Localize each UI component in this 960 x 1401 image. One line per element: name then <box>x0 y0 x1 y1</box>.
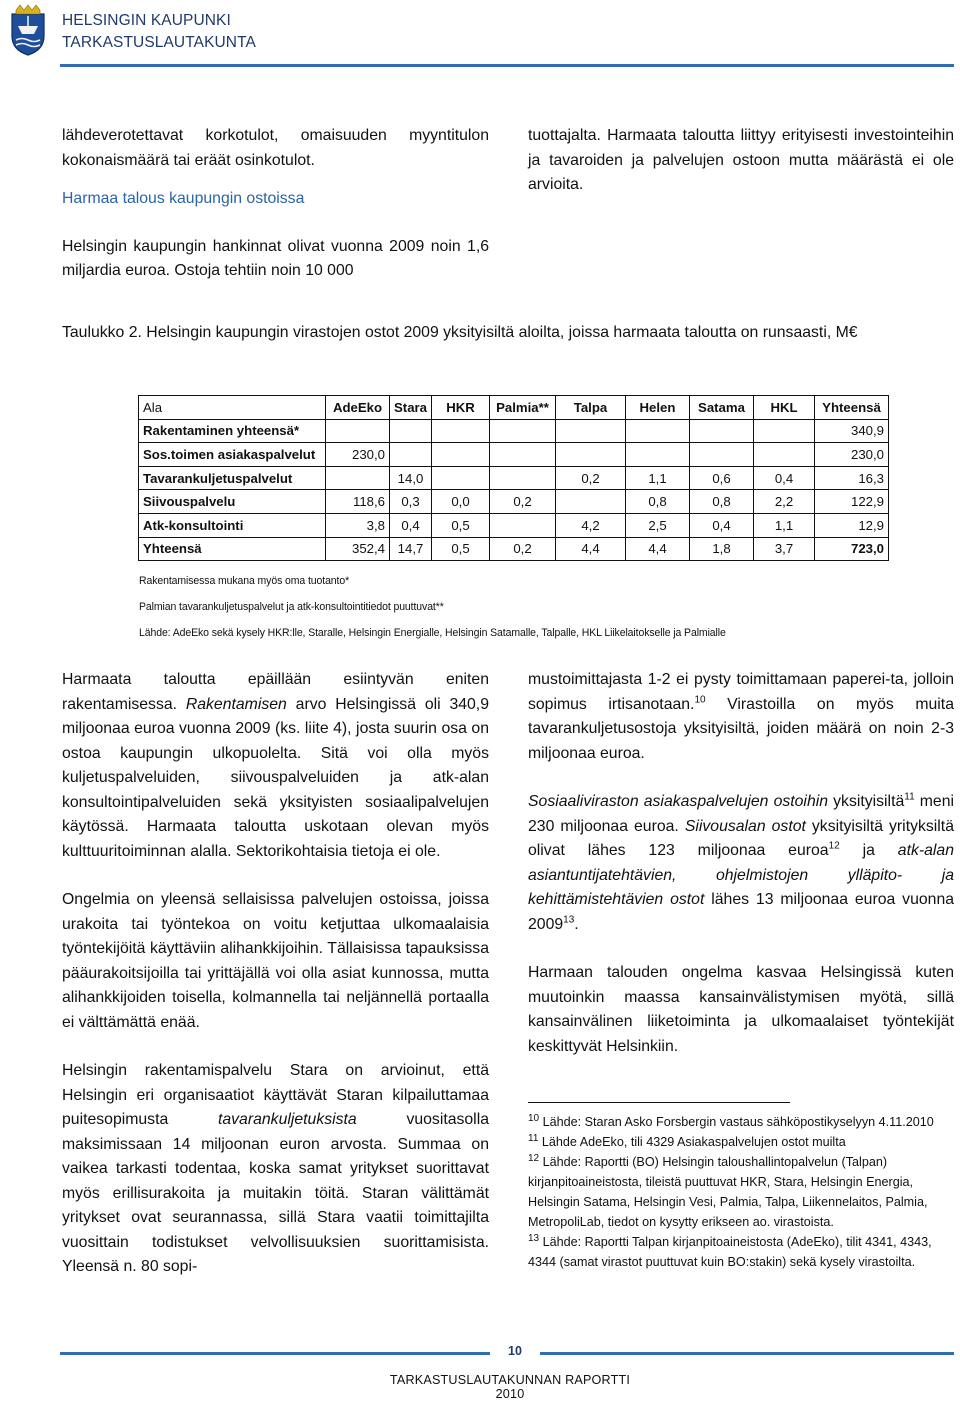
table-cell <box>690 443 754 467</box>
table-cell <box>432 419 490 443</box>
table-cell: 0,8 <box>690 490 754 514</box>
footer-rule-left <box>60 1352 490 1355</box>
footer-rule-right <box>540 1352 954 1355</box>
table-cell <box>556 419 626 443</box>
header-cell: Satama <box>690 396 754 420</box>
footnote <box>528 1152 954 1232</box>
table-cell <box>326 419 390 443</box>
table-row <box>139 537 889 561</box>
table-cell <box>432 466 490 490</box>
table-cell: 0,0 <box>432 490 490 514</box>
table-cell: 0,2 <box>490 490 556 514</box>
table-row <box>139 443 889 467</box>
table-cell: 122,9 <box>815 490 889 514</box>
table-cell: 4,4 <box>556 537 626 561</box>
page-number: 10 <box>508 1344 522 1358</box>
report-title: TARKASTUSLAUTAKUNNAN RAPORTTI 2010 <box>389 1373 631 1401</box>
table-cell: 0,6 <box>690 466 754 490</box>
table-cell <box>556 490 626 514</box>
org-line-1: HELSINGIN KAUPUNKI <box>62 12 231 29</box>
footnote-number: 12 <box>528 1152 540 1164</box>
table-cell: 2,2 <box>754 490 815 514</box>
organization-name <box>62 10 256 54</box>
table-cell: 12,9 <box>815 513 889 537</box>
paragraph: Helsingin kaupungin hankinnat olivat vuonna 2009 noin 1,6 miljardia euroa. Ostoja tehtiin noin 10 000 <box>62 237 489 279</box>
table-cell: 352,4 <box>326 537 390 561</box>
table-row <box>139 466 889 490</box>
table-cell: 3,7 <box>754 537 815 561</box>
footnotes <box>528 1112 954 1272</box>
table-cell: 230,0 <box>815 443 889 467</box>
header-cell: Helen <box>626 396 690 420</box>
table-cell: 0,8 <box>626 490 690 514</box>
purchases-table <box>138 395 889 561</box>
row-label: Tavarankuljetuspalvelut <box>139 466 326 490</box>
table-cell: 4,4 <box>626 537 690 561</box>
paragraph: Harmaata taloutta epäillään esiintyvän eniten rakentamisessa. Rakentamisen arvo Helsingissä oli 340,9 miljoonaa euroa vuonna 2009 (ks. liite 4), josta suurin osa on ostoa kaupungin ulkopuolelta. Sitä voi olla myös kuljetuspalveluiden, siivouspalveluiden ja atk-alan konsultointipalveluiden sekä yksityisten sosiaalipalvelujen käytössä. Harmaata taloutta uskotaan olevan myös kulttuuritoiminnan alalla. Sektorikohtaisia tietoja ei ole. <box>62 671 489 860</box>
table-cell: 0,4 <box>390 513 432 537</box>
footnote-number: 10 <box>528 1112 540 1124</box>
footnote <box>528 1232 954 1272</box>
row-label: Rakentaminen yhteensä* <box>139 419 326 443</box>
header-cell: Yhteensä <box>815 396 889 420</box>
table-cell: 0,5 <box>432 513 490 537</box>
footnote-text: Lähde: Staran Asko Forsbergin vastaus sähköpostikyselyyn 4.11.2010 <box>539 1115 934 1129</box>
table-cell: 118,6 <box>326 490 390 514</box>
table-cell: 0,2 <box>556 466 626 490</box>
table-cell <box>754 419 815 443</box>
table-source: Lähde: AdeEko sekä kysely HKR:lle, Staralle, Helsingin Energialle, Helsingin Satamalle, Talpalle, HKL Liikelaitokselle ja Palmialle <box>139 627 726 639</box>
table-cell <box>490 419 556 443</box>
header-cell: HKL <box>754 396 815 420</box>
table-row <box>139 490 889 514</box>
footnote-text: Lähde: Raportti Talpan kirjanpitoaineistosta (AdeEko), tilit 4341, 4343, 4344 (samat virastot puuttuvat kuin BO:stakin) sekä kysely virastoilta. <box>528 1235 932 1269</box>
paragraph: lähdeverotettavat korkotulot, omaisuuden myyntitulon kokonaismäärä tai eräät osinkotulot. <box>62 127 489 169</box>
table-row <box>139 513 889 537</box>
table-row <box>139 419 889 443</box>
table-cell <box>390 443 432 467</box>
header-cell: AdeEko <box>326 396 390 420</box>
paragraph: Ongelmia on yleensä sellaisissa palvelujen ostoissa, joissa urakoita tai työntekoa on voitu ketjuttaa ulkomaalaisia työntekijöitä käyttäviin alihankkijoihin. Tällaisissa tapauksissa pääurakoitsijoilla tai yrittäjällä voi olla asiat kunnossa, mutta alihankkijoiden toisella, kolmannella tai neljännellä portaalla ei välttämättä enää. <box>62 891 489 1031</box>
table-header-row <box>139 396 889 420</box>
table-cell: 340,9 <box>815 419 889 443</box>
table-cell <box>490 513 556 537</box>
table-cell <box>490 443 556 467</box>
table-cell: 3,8 <box>326 513 390 537</box>
table-cell: 1,1 <box>754 513 815 537</box>
table-cell <box>626 443 690 467</box>
table-cell <box>556 443 626 467</box>
table-cell: 1,1 <box>626 466 690 490</box>
table-cell <box>754 443 815 467</box>
table-cell: 723,0 <box>815 537 889 561</box>
footnote-rule <box>528 1102 790 1103</box>
table-cell <box>626 419 690 443</box>
footnote-text: Lähde AdeEko, tili 4329 Asiakaspalvelujen ostot muilta <box>538 1135 846 1149</box>
row-label: Sos.toimen asiakaspalvelut <box>139 443 326 467</box>
row-label: Siivouspalvelu <box>139 490 326 514</box>
paragraph: Sosiaaliviraston asiakaspalvelujen ostoihin yksityisiltä$^{11}$ meni 230 miljoonaa euroa. Siivousalan ostot yksityisiltä yrityksiltä olivat lähes 123 miljoonaa euroa$^{12}$ ja atk-alan asiantuntijatehtävien, ohjelmistojen ylläpito- ja kehittämistehtävien ostot lähes 13 miljoonaa euroa vuonna 2009$^{13}$. <box>528 791 955 933</box>
header-rule <box>60 64 954 67</box>
header-cell: Palmia** <box>490 396 556 420</box>
top-right-column <box>528 124 954 198</box>
table-caption: Taulukko 2. Helsingin kaupungin virastojen ostot 2009 yksityisiltä aloilta, joissa harmaata taloutta on runsaasti, M€ <box>62 324 858 341</box>
table-cell <box>432 443 490 467</box>
table-cell: 0,4 <box>690 513 754 537</box>
header-cell: Stara <box>390 396 432 420</box>
header-cell-ala: Ala <box>139 396 326 420</box>
table-cell: 0,4 <box>754 466 815 490</box>
table-cell: 2,5 <box>626 513 690 537</box>
table-cell: 14,7 <box>390 537 432 561</box>
table-cell: 14,0 <box>390 466 432 490</box>
footnote <box>528 1132 954 1152</box>
top-left-column <box>62 124 489 284</box>
footnote <box>528 1112 954 1132</box>
header-cell: HKR <box>432 396 490 420</box>
table-cell <box>326 466 390 490</box>
table-note: Palmian tavarankuljetuspalvelut ja atk-konsultointitiedot puuttuvat** <box>139 601 444 613</box>
paragraph: tuottajalta. Harmaata taloutta liittyy erityisesti investointeihin ja tavaroiden ja palvelujen ostoon mutta määrästä ei ole arvioita. <box>528 127 954 193</box>
table-cell: 0,2 <box>490 537 556 561</box>
paragraph: Helsingin rakentamispalvelu Stara on arvioinut, että Helsingin eri organisaatiot käyttävät Staran kilpailuttamaa puitesopimusta tavarankuljetuksista vuositasolla maksimissaan 14 miljoonan euron arvosta. Summaa on vaikea tarkasti todentaa, koska samat yritykset suorittavat myös erillisurakoita ja muitakin töitä. Staran välittämät yritykset ovat seurannassa, sillä Stara vaatii toimittajilta vuosittain todistukset velvollisuuksien suorittamisista. Yleensä n. 80 sopi- <box>62 1062 489 1275</box>
footnote-text: Lähde: Raportti (BO) Helsingin taloushallintopalvelun (Talpan) kirjanpitoaineistosta, tileistä puuttuvat HKR, Stara, Helsingin Energia, Helsingin Satama, Helsingin Vesi, Palmia, Talpa, Liikennelaitos, Palmia, MetropoliLab, tiedot on kysytty erikseen ao. virastoista. <box>528 1155 928 1229</box>
footnote-number: 13 <box>528 1232 540 1244</box>
helsinki-crest-icon <box>8 4 48 56</box>
org-line-2: TARKASTUSLAUTAKUNTA <box>62 34 256 51</box>
table-cell: 4,2 <box>556 513 626 537</box>
left-column <box>62 668 489 1280</box>
table-cell: 16,3 <box>815 466 889 490</box>
table-note: Rakentamisessa mukana myös oma tuotanto* <box>139 575 350 587</box>
paragraph: Harmaan talouden ongelma kasvaa Helsingissä kuten muutoinkin maassa kansainvälistymisen myötä, sillä kansainvälinen liiketoiminta ja ulkomaalaiset työntekijät keskittyvät Helsinkiin. <box>528 964 954 1055</box>
table-cell <box>690 419 754 443</box>
header-cell: Talpa <box>556 396 626 420</box>
table-cell <box>490 466 556 490</box>
row-label: Atk-konsultointi <box>139 513 326 537</box>
right-column <box>528 668 954 1059</box>
table-cell: 230,0 <box>326 443 390 467</box>
row-label: Yhteensä <box>139 537 326 561</box>
footnote-number: 11 <box>528 1132 539 1144</box>
table-cell <box>390 419 432 443</box>
table-cell: 1,8 <box>690 537 754 561</box>
paragraph: mustoimittajasta 1-2 ei pysty toimittamaan paperei-ta, jolloin sopimus irtisanotaan.$^{10}$ Virastoilla on myös muita tavarankuljetusostoja yksityisiltä, joiden määrä on noin 2-3 miljoonaa euroa. <box>528 671 954 762</box>
table-cell: 0,5 <box>432 537 490 561</box>
table-cell: 0,3 <box>390 490 432 514</box>
section-heading: Harmaa talous kaupungin ostoissa <box>62 190 305 207</box>
